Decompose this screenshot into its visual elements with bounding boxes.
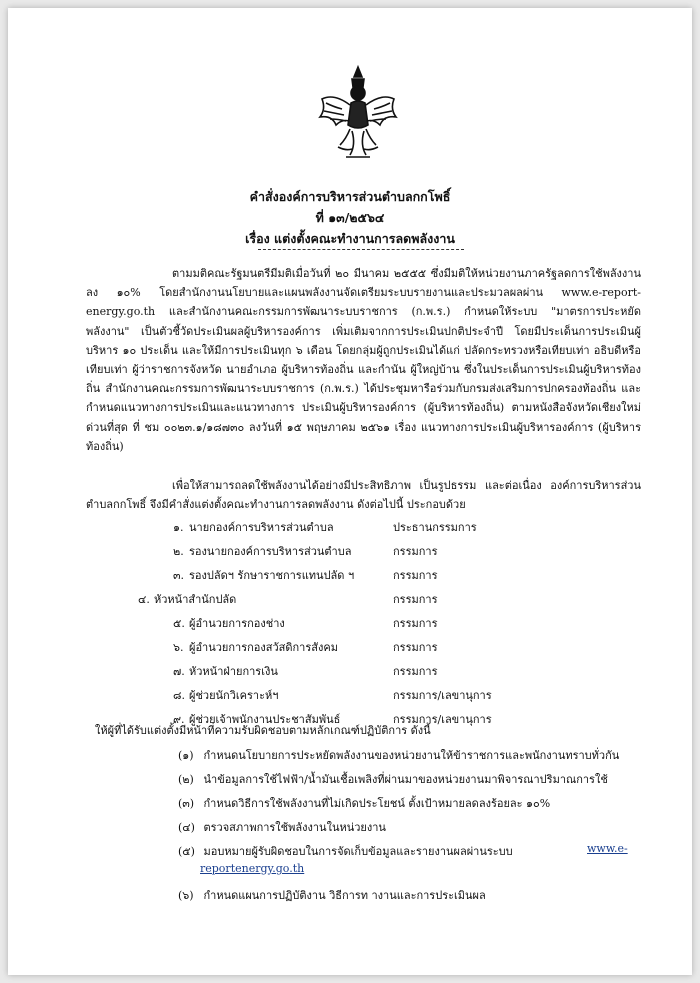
member-title: นายกองค์การบริหารส่วนตำบล	[189, 521, 334, 534]
duty-text: นำข้อมูลการใช้ไฟฟ้า/น้ำมันเชื้อเพลิงที่ผ่านมาของหน่วยงานมาพิจารณาปริมาณการใช้	[203, 773, 608, 786]
list-item	[178, 842, 513, 860]
member-title: ผู้อำนวยการกองช่าง	[189, 617, 285, 630]
list-item	[178, 886, 486, 904]
body-paragraph-1	[86, 264, 641, 456]
duty-text: กำหนดวิธีการใช้พลังงานที่ไม่เกิดประโยชน์ ตั้งเป้าหมายลดลงร้อยละ ๑๐%	[203, 797, 551, 810]
list-item	[178, 770, 608, 788]
member-title: รองนายกองค์การบริหารส่วนตำบล	[189, 545, 352, 558]
item-number: ๒.	[173, 545, 184, 558]
duty-number: (๖)	[178, 889, 194, 902]
member-role: กรรมการ	[393, 617, 438, 630]
list-item	[178, 794, 550, 812]
list-item	[178, 746, 619, 764]
member-role: กรรมการ	[393, 641, 438, 654]
member-role: ประธานกรรมการ	[393, 521, 477, 534]
duty-text: กำหนดแผนการปฏิบัติงาน วิธีการท างานและการประเมินผล	[203, 889, 486, 902]
order-number: ที่ ๑๓/๒๕๖๔	[315, 210, 385, 225]
order-subject: เรื่อง แต่งตั้งคณะทำงานการลดพลังงาน	[245, 231, 455, 246]
paragraph-text: ตามมติคณะรัฐมนตรีมีมติเมื่อวันที่ ๒๐ มีนาคม ๒๕๕๕ ซึ่งมีมติให้หน่วยงานภาครัฐลดการใช้พลังงานลง ๑๐% โดยสำนักงานนโยบายและแผนพลังงานจัดเตรียมระบบรายงานและประมวลผลผ่าน www.e-report-energy.go.th และสำนักงานคณะกรรมการพัฒนาระบบราชการ (ก.พ.ร.) กำหนดให้ระบบ "มาตรการประหยัดพลังงาน" เป็นตัวชี้วัดประเมินผลผู้บริหารองค์การ เพิ่มเติมจากการประเมินปกติประจำปี โดยมีประเด็นการประเมินผู้บริหาร ๑๐ ประเด็น และให้มีการประเมินทุก ๖ เดือน โดยกลุ่มผู้ถูกประเมินได้แก่ ปลัดกระทรวงหรือเทียบเท่า อธิบดีหรือเทียบเท่า ผู้ว่าราชการจังหวัด นายอำเภอ ผู้บริหารท้องถิ่น และกำนัน ผู้ใหญ่บ้าน ซึ่งในประเด็นการประเมินผู้บริหารท้องถิ่น สำนักงานคณะกรรมการพัฒนาระบบราชการ (ก.พ.ร.) ได้ประชุมหารือร่วมกับกรมส่งเสริมการปกครองท้องถิ่น และกำหนดแนวทางการประเมินและแนวทางการ ประเมินผู้บริหารองค์การ (ผู้บริหารท้องถิ่น) ตามหนังสือจังหวัดเชียงใหม่ ด่วนที่สุด ที่ ชม ๐๐๒๓.๑/๑๘๗๓๐ ลงวันที่ ๑๕ พฤษภาคม ๒๕๖๑ เรื่อง แนวทางการประเมินผู้บริหารองค์การ (ผู้บริหารท้องถิ่น)	[86, 267, 641, 453]
duty-text: ตรวจสภาพการใช้พลังงานในหน่วยงาน	[203, 821, 386, 834]
duty-number: (๓)	[178, 797, 195, 810]
item-number: ๔.	[138, 593, 150, 606]
duty-text: กำหนดนโยบายการประหยัดพลังงานของหน่วยงานให้ข้าราชการและพนักงานทราบทั่วกัน	[203, 749, 620, 762]
item-number: ๘.	[173, 689, 185, 702]
member-title: ผู้ช่วยนักวิเคราะห์ฯ	[189, 689, 279, 702]
item-number: ๖.	[173, 641, 184, 654]
member-title: หัวหน้าสำนักปลัด	[154, 593, 237, 606]
duty-number: (๑)	[178, 749, 194, 762]
member-title: หัวหน้าฝ่ายการเงิน	[189, 665, 278, 678]
duty-number: (๕)	[178, 845, 195, 858]
item-number: ๙.	[173, 713, 185, 726]
item-number: ๕.	[173, 617, 185, 630]
member-title: ผู้อำนวยการกองสวัสดิการสังคม	[189, 641, 338, 654]
duty-number: (๔)	[178, 821, 195, 834]
energy-report-link[interactable]: www.e-	[587, 842, 628, 855]
member-role: กรรมการ	[393, 593, 438, 606]
member-title: ผู้ช่วยเจ้าพนักงานประชาสัมพันธ์	[189, 713, 341, 726]
item-number: ๗.	[173, 665, 185, 678]
energy-report-link-continued[interactable]: reportenergy.go.th	[200, 862, 305, 875]
body-paragraph-2	[86, 476, 641, 514]
item-number: ๓.	[173, 569, 185, 582]
paragraph-text: เพื่อให้สามารถลดใช้พลังงานได้อย่างมีประสิทธิภาพ เป็นรูปธรรม และต่อเนื่อง องค์การบริหารส่วนตำบลกกโพธิ์ จึงมีคำสั่งแต่งตั้งคณะทำงานการลดพลังงาน ดังต่อไปนี้ ประกอบด้วย	[86, 479, 641, 512]
duty-number: (๒)	[178, 773, 194, 786]
duty-text: มอบหมายผู้รับผิดชอบในการจัดเก็บข้อมูลและรายงานผลผ่านระบบ	[203, 845, 513, 858]
member-role: กรรมการ/เลขานุการ	[393, 713, 492, 726]
member-role: กรรมการ	[393, 569, 438, 582]
duties-intro: ให้ผู้ที่ได้รับแต่งตั้งมีหน้าที่ความรับผิดชอบตามหลักเกณฑ์ปฏิบัติการ ดังนี้	[95, 724, 431, 737]
member-role: กรรมการ/เลขานุการ	[393, 689, 492, 702]
order-title: คำสั่งองค์การบริหารส่วนตำบลกกโพธิ์	[249, 189, 451, 204]
item-number: ๑.	[173, 521, 184, 534]
list-item	[178, 818, 386, 836]
member-title: รองปลัดฯ รักษาราชการแทนปลัด ฯ	[189, 569, 355, 582]
document-page	[8, 8, 692, 975]
member-role: กรรมการ	[393, 665, 438, 678]
separator-line	[258, 249, 464, 250]
member-role: กรรมการ	[393, 545, 438, 558]
garuda-emblem-icon	[316, 63, 400, 163]
